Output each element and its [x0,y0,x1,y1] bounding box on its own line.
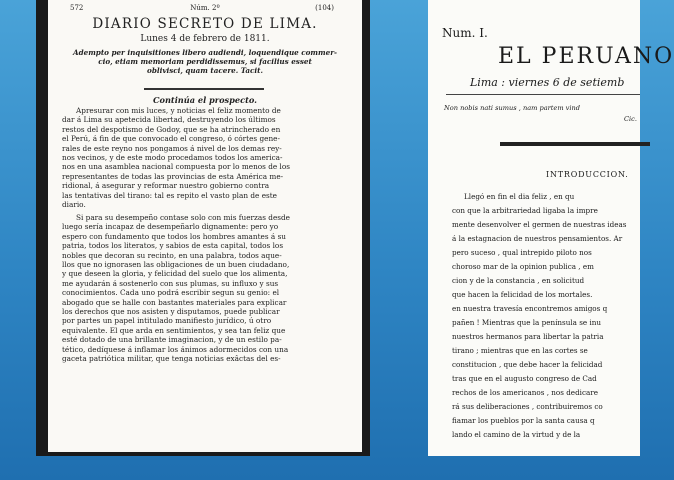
text-line: tras que en el augusto congreso de Cad [452,374,597,383]
text-line: el Perú, á fin de que convocado el congreso, ó córtes gene- [62,134,280,144]
text-line: fiamar los pueblos por la santa causa q [452,416,595,425]
epigraph-line: cio, etiam memoriam perdidissemus, si facilius esset [98,57,312,67]
text-line: equivalente. El que arda en sentimientos, y sea tan feliz que [62,325,286,335]
page-number: 572 [70,4,84,12]
text-line: con que la arbitrariedad ligaba la impre [452,206,598,215]
text-line: los derechos que nos asisten y disputamos, puede publicar [62,307,280,317]
epigraph [48,48,362,76]
text-line: esté dotado de una brillante imaginacion, y de un estilo pa- [62,335,282,345]
text-line: Si para su desempeño contase solo con mis fuerzas desde [76,213,291,222]
text-line: ridional, á asegurar y reformar nuestro gobierno contra [62,181,270,191]
text-line: lando el camino de la virtud y de la [452,430,581,439]
text-line: nos en una asamblea nacional compuesta por lo menos de los [62,162,291,172]
text-line: tirano ; mientras que en las cortes se [452,346,588,355]
text-line: restos del despotismo de Godoy, que se ha atrincherado en [62,124,281,134]
text-line: constitucion , que debe hacer la felicidad [452,360,603,369]
text-line: y que deseen la gloria, y felicidad del suelo que los alimenta, [62,269,288,279]
text-line: mente desenvolver el germen de nuestras ideas [452,220,627,229]
text-line: nos vecinos, y de este modo procedamos todos los america- [62,153,283,163]
text-line: abogado que se halle con bastantes materiales para explicar [62,297,287,307]
epigraph-citation: Cic. [624,115,637,123]
text-line: nuestros hermanos para libertar la patria [452,332,604,341]
text-line: gaceta patriótica militar, que tenga noticias exâctas del es- [62,354,281,364]
issue-number: Num. I. [442,26,488,40]
text-line: por partes un papel intitulado manifiesto jurídico, ú otro [62,316,272,326]
text-line: representantes de todas las provincias de esta América me- [62,171,284,181]
text-line: conocimientos. Cada uno podrá escribir segun su genio: el [62,288,280,298]
newspaper-title: EL PERUANO [498,44,674,69]
section-heading: Continúa el prospecto. [152,95,258,105]
text-line: dar á Lima su apetecida libertad, destruyendo los últimos [62,115,276,125]
text-line: rá sus deliberaciones , contribuiremos co [452,402,603,411]
header-rule [446,94,640,95]
text-line: en nuestra travesía encontremos amigos q [452,304,608,313]
text-line: espero con fundamento que todos los hombres amantes á su [62,231,287,241]
newspaper-date: Lima : viernes 6 de setiemb [470,76,625,89]
text-line: Llegó en fin el dia feliz , en qu [464,192,575,201]
epigraph-line: Adempto per inquisitiones libero audiendi, loquendique commer- [73,48,337,57]
newspaper-title: DIARIO SECRETO DE LIMA. [92,16,318,32]
text-line: las tentativas del tirano: tal es repito el vasto plan de este [62,190,278,200]
text-line: pero suceso , qual intrepido piloto nos [452,248,592,257]
text-line: nobles que decoran su recinto, en una palabra, todos aque- [62,250,282,260]
text-line: que hacen la felicidad de los mortales. [452,290,593,299]
text-line: cion y de la constancia , en solicitud [452,276,585,285]
text-line: tético, dedíquese á inflamar los ánimos adormecidos con una [62,344,289,354]
el-peruano-page [428,0,674,456]
text-line: llos que no ignorasen las obligaciones de un buen ciudadano, [62,260,290,270]
paragraph-2 [48,213,362,364]
text-line: diario. [62,200,86,210]
newspaper-date: Lunes 4 de febrero de 1811. [140,34,270,44]
section-heading: INTRODUCCION. [546,170,629,179]
text-line: patria, todos los literatos, y sabios de esta capital, todos los [62,241,284,251]
epigraph: Non nobis nati sumus , nam partem vind [444,104,580,112]
text-line: Apresurar con mis luces, y noticias el feliz momento de [76,106,281,115]
text-line: rechos de los americanos , nos dedicare [452,388,598,397]
issue-code: (104) [315,4,334,12]
ornamental-rule [500,142,650,146]
epigraph-line: oblivisci, quam tacere. Tacit. [147,66,263,76]
text-line: rales de este reyno nos pongamos á nivel de los demas rey- [62,143,282,153]
text-line: á la estagnacion de nuestros pensamientos. Ar [452,234,623,243]
text-line: me ayudarán á sostenerlo con sus plumas, su influxo y sus [62,278,279,288]
title-divider [144,88,264,90]
diario-secreto-page [48,0,362,452]
text-line: pañen ! Mientras que la península se inu [452,318,601,327]
text-line: luego sería incapaz de desempeñarlo dignamente: pero yo [62,222,279,232]
text-line: choroso mar de la opinion publica , em [452,262,594,271]
issue-number: Núm. 2º [190,4,220,12]
paragraph-1 [48,106,362,209]
